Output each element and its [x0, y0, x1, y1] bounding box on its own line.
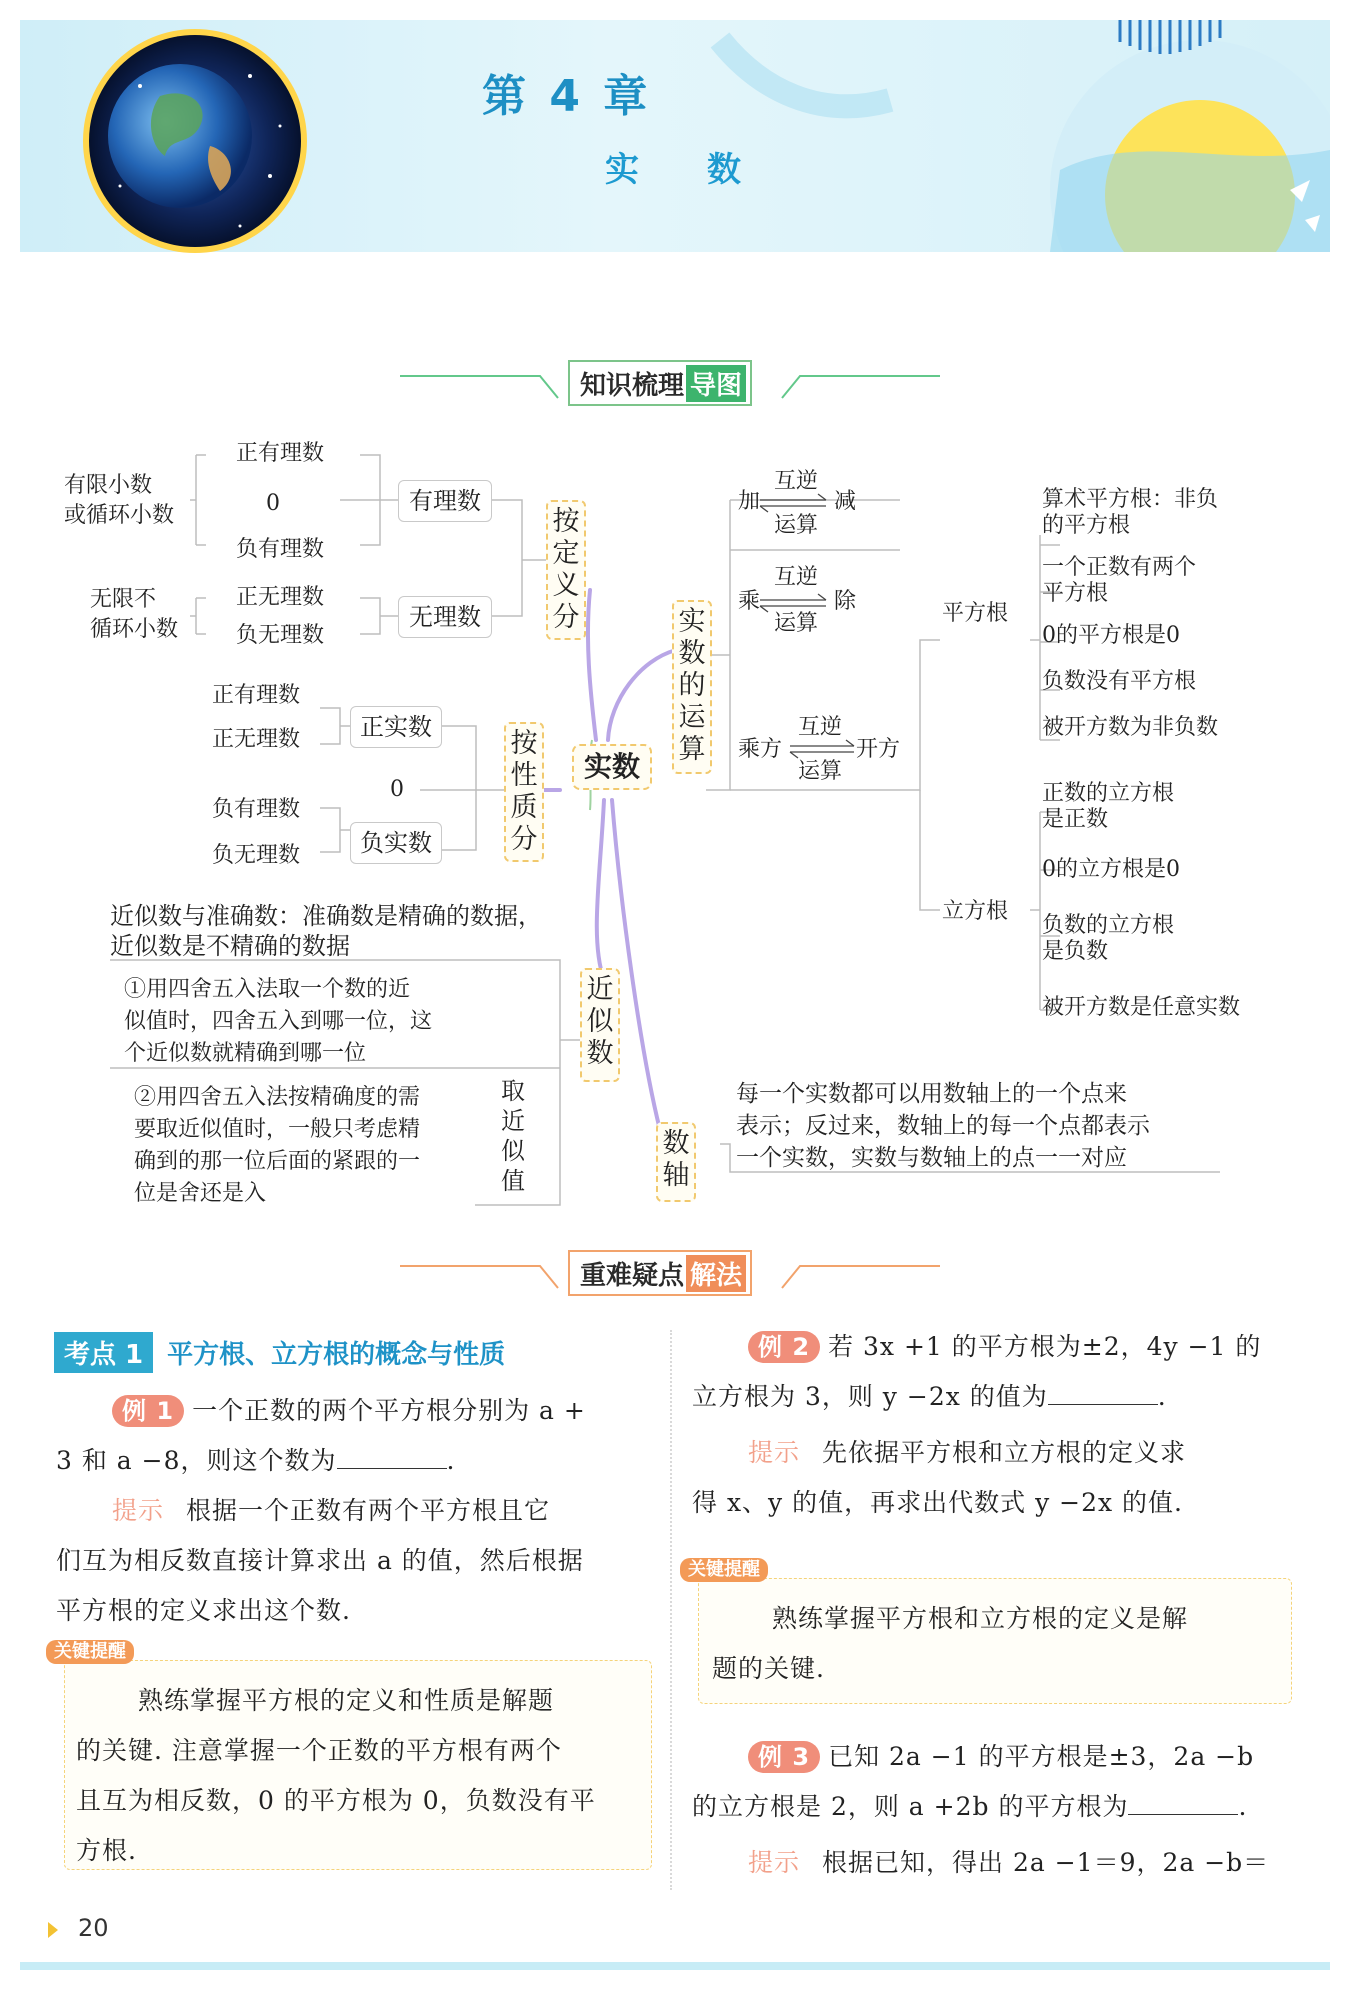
op-multiply: 乘 [738, 589, 761, 614]
approx-rule2-line4: 位是舍还是入 [134, 1181, 267, 1206]
item-positive-irrational: 正无理数 [236, 585, 325, 610]
example-1-hint-line2: 们互为相反数直接计算求出 a 的值，然后根据 [56, 1546, 584, 1575]
example-2-hint-line2: 得 x、y 的值，再求出代数式 y −2x 的值. [692, 1488, 1183, 1517]
label-by-sign-4: 分 [510, 824, 538, 855]
page-marker-icon [48, 1922, 58, 1938]
op-root: 开方 [856, 737, 901, 762]
example-2-tip-line2: 题的关键. [712, 1654, 825, 1683]
example-1-key-tip [76, 1676, 646, 1876]
example-1-tip-line2: 的关键. 注意掌握一个正数的平方根有两个 [76, 1736, 562, 1765]
sqrt-item-1-line1: 算术平方根：非负 [1042, 487, 1219, 512]
box-negative-real: 负实数 [350, 822, 442, 864]
label-operations-1: 实 [678, 606, 706, 637]
item-positive-rational: 正有理数 [236, 441, 325, 466]
example-1-tip-line3: 且互为相反数，0 的平方根为 0，负数没有平 [76, 1786, 596, 1815]
example-1-line2: 3 和 a −8，则这个数为 [56, 1446, 337, 1475]
label-operations-2: 数 [678, 638, 706, 669]
cbrt-item-3-line2: 是负数 [1042, 939, 1109, 964]
example-2-tip-line1: 熟练掌握平方根和立方根的定义是解 [772, 1604, 1189, 1633]
approx-def-line2: 近似数是不精确的数据 [110, 932, 350, 960]
sqrt-item-2-line2: 平方根 [1042, 581, 1109, 606]
cbrt-item-4: 被开方数是任意实数 [1042, 995, 1241, 1020]
example-1-badge: 例 1 [112, 1395, 184, 1427]
example-2-key-tip-label: 关键提醒 [680, 1558, 768, 1582]
op-pair2-top: 互逆 [774, 565, 819, 590]
label-by-definition [546, 500, 586, 640]
approx-rule2-line2: 要取近似值时，一般只考虑精 [134, 1117, 421, 1142]
op-subtract: 减 [834, 489, 857, 514]
example-2-key-tip [712, 1594, 1286, 1694]
page-number: 20 [78, 1914, 109, 1942]
center-real-numbers: 实数 [572, 744, 652, 790]
number-line-text-1: 每一个实数都可以用数轴上的一个点来 [736, 1081, 1127, 1107]
op-pair3-top: 互逆 [798, 715, 843, 740]
example-3: 例 3 已知 2a −1 的平方根是±3，2a −b 的立方根是 2，则 a +2b 的平方根为 . 提示 根据已知，得出 2a −1＝9，2a −b＝ [692, 1742, 1270, 1877]
approx-rule1-line1: ①用四舍五入法取一个数的近 [124, 977, 411, 1002]
approx-def-line1: 近似数与准确数：准确数是精确的数据， [110, 902, 542, 930]
label-by-sign-2: 性 [510, 760, 538, 791]
column-divider [670, 1330, 672, 1890]
example-3-hint-label: 提示 [748, 1848, 801, 1877]
example-2-line1: 若 3x +1 的平方根为±2，4y −1 的 [828, 1332, 1262, 1361]
sqrt-item-4: 负数没有平方根 [1042, 669, 1197, 694]
note-finite-decimal-2: 或循环小数 [64, 503, 175, 528]
problems-title-main: 重难疑点 [580, 1260, 685, 1291]
label-by-definition-3: 义 [552, 570, 580, 601]
label-by-sign-1: 按 [510, 728, 538, 759]
example-1-tip-line1: 熟练掌握平方根的定义和性质是解题 [138, 1686, 555, 1715]
example-2-line2: 立方根为 3，则 y −2x 的值为 [692, 1382, 1048, 1411]
take-approx-3: 似 [501, 1137, 525, 1165]
label-number-line-1: 数 [662, 1128, 690, 1159]
box-positive-real: 正实数 [350, 706, 442, 748]
example-1-hint-line3: 平方根的定义求出这个数. [56, 1596, 351, 1625]
label-by-definition-2: 定 [552, 538, 580, 569]
op-pair1-bottom: 运算 [774, 513, 819, 538]
approx-rule1-line2: 似值时，四舍五入到哪一位，这 [124, 1009, 433, 1034]
op-pair1-top: 互逆 [774, 469, 819, 494]
note-infinite-2: 循环小数 [90, 617, 179, 642]
op-add: 加 [738, 489, 761, 514]
label-approx-2: 似 [586, 1006, 614, 1037]
example-3-answer-blank[interactable] [1128, 1790, 1238, 1815]
example-1-tip-line4: 方根. [76, 1836, 137, 1865]
op-pair3-bottom: 运算 [798, 759, 843, 784]
example-2-answer-blank[interactable] [1048, 1380, 1158, 1405]
note-infinite-1: 无限不 [90, 587, 157, 612]
label-by-sign-3: 质 [510, 792, 538, 823]
label-by-sign [504, 722, 544, 862]
chapter-number: 第 4 章 [482, 71, 652, 122]
take-approx-1: 取 [501, 1077, 525, 1105]
item-zero: 0 [266, 491, 280, 516]
sign-zero: 0 [390, 777, 404, 802]
sqrt-item-3: 0的平方根是0 [1042, 623, 1180, 648]
label-by-definition-1: 按 [552, 506, 580, 537]
sign-positive-rational: 正有理数 [212, 683, 301, 708]
approx-rule2-line1: ②用四舍五入法按精确度的需 [134, 1085, 421, 1110]
example-1-hint-label: 提示 [112, 1496, 165, 1525]
example-3-line1: 已知 2a −1 的平方根是±3，2a −b [828, 1742, 1255, 1771]
example-1-hint-line1: 根据一个正数有两个平方根且它 [186, 1496, 551, 1525]
op-pair2-bottom: 运算 [774, 611, 819, 636]
box-irrational: 无理数 [398, 596, 492, 638]
approx-rule2-line3: 确到的那一位后面的紧跟的一 [134, 1149, 421, 1174]
kaodian-tag: 考点 1 [54, 1332, 153, 1373]
approx-rule1-line3: 个近似数就精确到哪一位 [124, 1041, 367, 1066]
take-approx-2: 近 [501, 1107, 525, 1135]
label-operations-5: 算 [678, 734, 706, 765]
label-operations-3: 的 [678, 670, 706, 701]
mind-map-title-main: 知识梳理 [580, 370, 685, 401]
label-number-line-2: 轴 [662, 1160, 690, 1191]
take-approx-label [498, 1076, 528, 1196]
example-3-hint-line1: 根据已知，得出 2a −1＝9，2a −b＝ [822, 1848, 1270, 1877]
problems-section-title [400, 1248, 940, 1300]
label-number-line [656, 1122, 696, 1202]
chapter-title: 实 数 [605, 150, 741, 190]
kaodian-header [54, 1332, 505, 1373]
example-1-key-tip-label: 关键提醒 [46, 1640, 134, 1664]
item-negative-irrational: 负无理数 [236, 623, 325, 648]
cbrt-item-3-line1: 负数的立方根 [1042, 913, 1175, 938]
label-approx [580, 968, 620, 1082]
label-approx-3: 数 [586, 1038, 614, 1069]
example-3-line2: 的立方根是 2，则 a +2b 的平方根为 [692, 1792, 1129, 1821]
example-2-hint-label: 提示 [748, 1438, 801, 1467]
label-approx-1: 近 [586, 974, 614, 1005]
footer-bar [20, 1962, 1330, 1970]
cbrt-item-2: 0的立方根是0 [1042, 857, 1180, 882]
take-approx-4: 值 [501, 1167, 525, 1195]
sign-positive-irrational: 正无理数 [212, 727, 301, 752]
number-line-text-3: 一个实数，实数与数轴上的点一一对应 [736, 1145, 1127, 1171]
label-operations [672, 600, 712, 774]
example-3-badge: 例 3 [748, 1741, 820, 1773]
number-line-text-2: 表示；反过来，数轴上的每一个点都表示 [736, 1113, 1150, 1139]
cube-root-label: 立方根 [942, 899, 1009, 924]
label-by-definition-4: 分 [552, 602, 580, 633]
sign-negative-rational: 负有理数 [212, 797, 301, 822]
note-finite-decimal-1: 有限小数 [64, 473, 153, 498]
box-rational: 有理数 [398, 480, 492, 522]
op-power: 乘方 [738, 737, 783, 762]
sqrt-item-2-line1: 一个正数有两个 [1042, 555, 1197, 580]
op-divide: 除 [834, 589, 857, 614]
cbrt-item-1-line1: 正数的立方根 [1042, 781, 1175, 806]
example-2-hint-line1: 先依据平方根和立方根的定义求 [822, 1438, 1187, 1467]
sqrt-item-5: 被开方数为非负数 [1042, 715, 1219, 740]
example-2: 例 2 若 3x +1 的平方根为±2，4y −1 的 立方根为 3，则 y −2x 的值为 . 提示 先依据平方根和立方根的定义求 得 x、y 的值，再求出代数式 y −2x 的值. [692, 1322, 1302, 1528]
sign-negative-irrational: 负无理数 [212, 843, 301, 868]
square-root-label: 平方根 [942, 601, 1009, 626]
kaodian-title: 平方根、立方根的概念与性质 [167, 1340, 506, 1370]
label-operations-4: 运 [678, 702, 706, 733]
problems-title-accent: 解法 [686, 1255, 746, 1292]
item-negative-rational: 负有理数 [236, 537, 325, 562]
example-2-badge: 例 2 [748, 1331, 820, 1363]
example-1-line1: 一个正数的两个平方根分别为 a + [192, 1396, 586, 1425]
example-1: 例 1 一个正数的两个平方根分别为 a + 3 和 a −8，则这个数为 . 提示 根据一个正数有两个平方根且它 们互为相反数直接计算求出 a 的值，然后根据 平方根的定义求出这个数. [56, 1386, 656, 1636]
cbrt-item-1-line2: 是正数 [1042, 807, 1109, 832]
mind-map-title-accent: 导图 [686, 365, 746, 402]
example-1-answer-blank[interactable] [337, 1444, 447, 1469]
sqrt-item-1-line2: 的平方根 [1042, 513, 1131, 538]
